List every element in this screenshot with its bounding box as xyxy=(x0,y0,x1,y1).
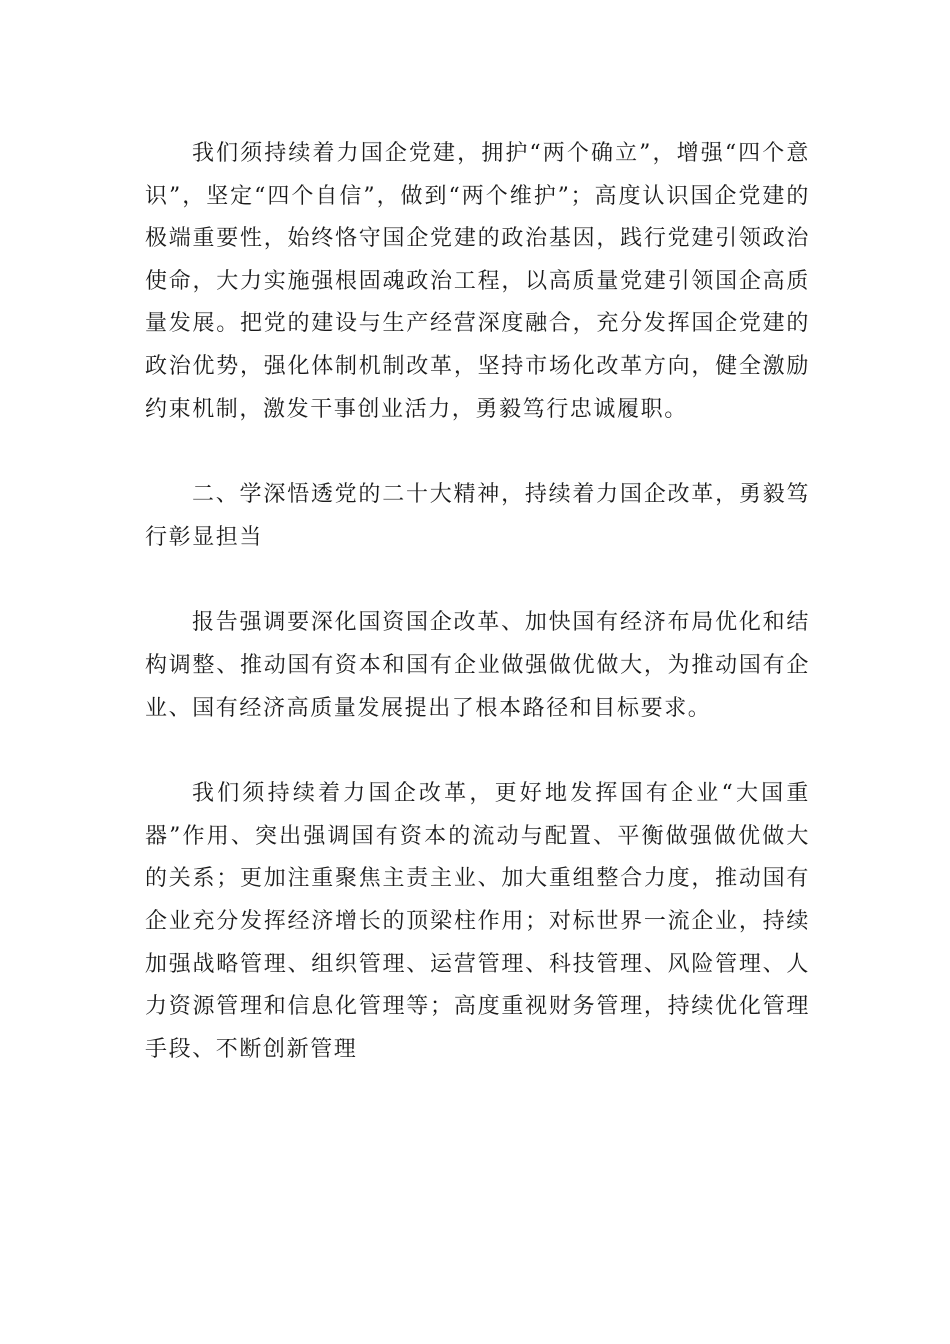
paragraph-soe-reform: 我们须持续着力国企改革，更好地发挥国有企业“大国重器”作用、突出强调国有资本的流动与配置、平衡做强做优做大的关系；更加注重聚焦主责主业、加大重组整合力度，推动国有企业充分发挥经济增长的顶梁柱作用；对标世界一流企业，持续加强战略管理、组织管理、运营管理、科技管理、风险管理、人力资源管理和信息化管理等；高度重视财务管理，持续优化管理手段、不断创新管理 xyxy=(145,781,810,1062)
document-body xyxy=(145,133,810,1071)
paragraph-party-building: 我们须持续着力国企党建，拥护“两个确立”，增强“四个意识”，坚定“四个自信”，做到“两个维护”；高度认识国企党建的极端重要性，始终恪守国企党建的政治基因，践行党建引领政治使命，大力实施强根固魂政治工程，以高质量党建引领国企高质量发展。把党的建设与生产经营深度融合，充分发挥国企党建的政治优势，强化体制机制改革，坚持市场化改革方向，健全激励约束机制，激发干事创业活力，勇毅笃行忠诚履职。 xyxy=(145,141,810,422)
section-heading-reform: 二、学深悟透党的二十大精神，持续着力国企改革，勇毅笃行彰显担当 xyxy=(145,482,810,550)
paragraph-report-emphasis: 报告强调要深化国资国企改革、加快国有经济布局优化和结构调整、推动国有资本和国有企业做强做优做大，为推动国有企业、国有经济高质量发展提出了根本路径和目标要求。 xyxy=(145,610,810,721)
